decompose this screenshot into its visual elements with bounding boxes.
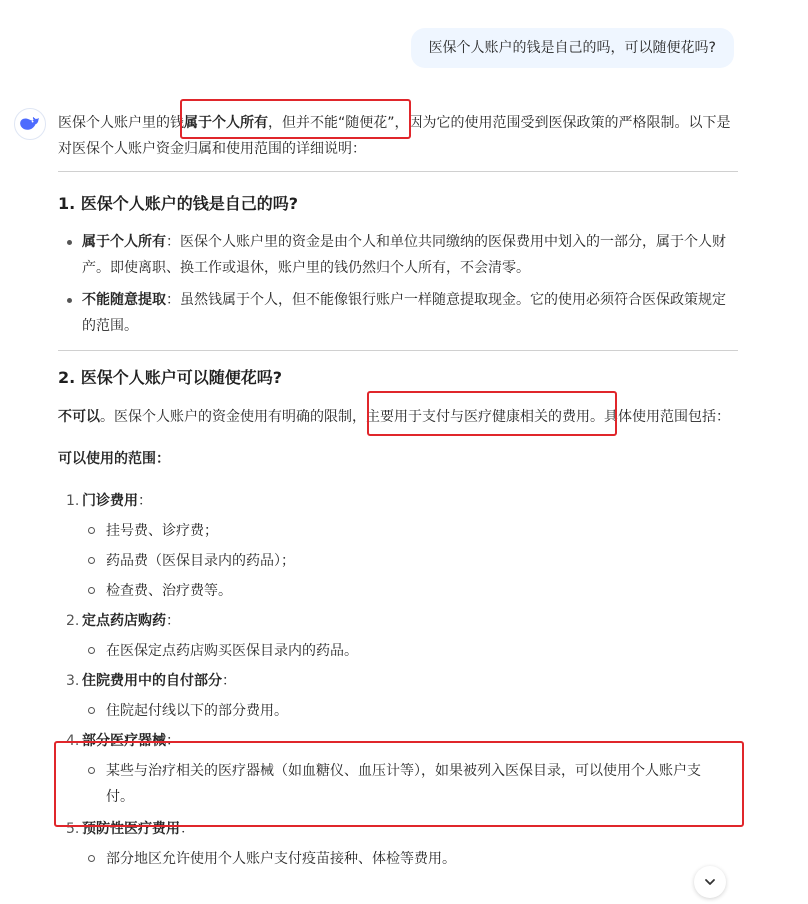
list-item bbox=[58, 287, 738, 339]
intro-suffix: ，因为它的使用范围受到医保政策的严格限制。以下是对医保个人账户资金归属和使用范围的详细说明： bbox=[58, 115, 731, 157]
assistant-answer bbox=[58, 110, 738, 872]
bullet-label: 属于个人所有 bbox=[82, 234, 166, 250]
lead-text: 。医保个人账户的资金使用有明确的限制， bbox=[100, 409, 366, 425]
sub-list-item: 在医保定点药店购买医保目录内的药品。 bbox=[58, 638, 738, 664]
list-item bbox=[58, 229, 738, 281]
item-label: 定点药店购药 bbox=[82, 613, 166, 629]
scope-title-text: 可以使用的范围： bbox=[58, 451, 170, 467]
scope-list bbox=[58, 488, 738, 872]
item-suffix: ： bbox=[222, 673, 236, 689]
sub-list-item: 某些与治疗相关的医疗器械（如血糖仪、血压计等），如果被列入医保目录，可以使用个人账户支付。 bbox=[58, 758, 738, 810]
user-message-bubble: 医保个人账户的钱是自己的吗，可以随便花吗? bbox=[411, 28, 734, 68]
item-suffix: ： bbox=[166, 733, 180, 749]
intro-mid: ，但并不能“随便花” bbox=[268, 115, 395, 131]
sub-list-item: 药品费（医保目录内的药品）； bbox=[58, 548, 738, 574]
section2-title: 2. 医保个人账户可以随便花吗? bbox=[58, 368, 283, 387]
item-suffix: ： bbox=[166, 613, 180, 629]
chevron-down-icon bbox=[703, 875, 717, 889]
intro-paragraph bbox=[58, 110, 738, 162]
section1-bullets bbox=[58, 229, 738, 339]
lead-highlight: 主要用于支付与医疗健康相关的费用 bbox=[366, 409, 590, 425]
item-number: 2. bbox=[66, 613, 80, 629]
list-item bbox=[58, 668, 738, 694]
whale-logo-icon bbox=[20, 116, 40, 132]
item-number: 4. bbox=[66, 733, 80, 749]
lead-bold: 不可以 bbox=[58, 409, 100, 425]
bullet-text: ：虽然钱属于个人，但不能像银行账户一样随意提取现金。它的使用必须符合医保政策规定的范围。 bbox=[82, 292, 726, 334]
intro-bold: 属于个人所有 bbox=[184, 115, 268, 131]
assistant-avatar bbox=[14, 108, 46, 140]
list-item bbox=[58, 816, 738, 842]
item-label: 门诊费用 bbox=[82, 493, 138, 509]
scroll-to-bottom-button[interactable] bbox=[694, 866, 726, 898]
item-number: 1. bbox=[66, 493, 80, 509]
bullet-text: ：医保个人账户里的资金是由个人和单位共同缴纳的医保费用中划入的一部分，属于个人财产。即使离职、换工作或退休，账户里的钱仍然归个人所有，不会清零。 bbox=[82, 234, 726, 276]
divider bbox=[58, 350, 738, 351]
lead-text-end: 。具体使用范围包括： bbox=[590, 409, 730, 425]
item-number: 5. bbox=[66, 821, 80, 837]
sub-list-item: 挂号费、诊疗费； bbox=[58, 518, 738, 544]
sub-list-item: 部分地区允许使用个人账户支付疫苗接种、体检等费用。 bbox=[58, 846, 738, 872]
item-label: 预防性医疗费用 bbox=[82, 821, 180, 837]
sub-list-item: 住院起付线以下的部分费用。 bbox=[58, 698, 738, 724]
item-label: 部分医疗器械 bbox=[82, 733, 166, 749]
bullet-label: 不能随意提取 bbox=[82, 292, 166, 308]
list-item bbox=[58, 608, 738, 634]
sub-list-item: 检查费、治疗费等。 bbox=[58, 578, 738, 604]
item-suffix: ： bbox=[180, 821, 194, 837]
intro-prefix: 医保个人账户里的钱 bbox=[58, 115, 184, 131]
scope-title bbox=[58, 446, 738, 472]
section1-title: 1. 医保个人账户的钱是自己的吗? bbox=[58, 194, 299, 213]
item-label: 住院费用中的自付部分 bbox=[82, 673, 222, 689]
item-suffix: ： bbox=[138, 493, 152, 509]
list-item bbox=[58, 488, 738, 514]
list-item bbox=[58, 728, 738, 754]
section2-lead bbox=[58, 404, 738, 430]
divider bbox=[58, 171, 738, 172]
item-number: 3. bbox=[66, 673, 80, 689]
